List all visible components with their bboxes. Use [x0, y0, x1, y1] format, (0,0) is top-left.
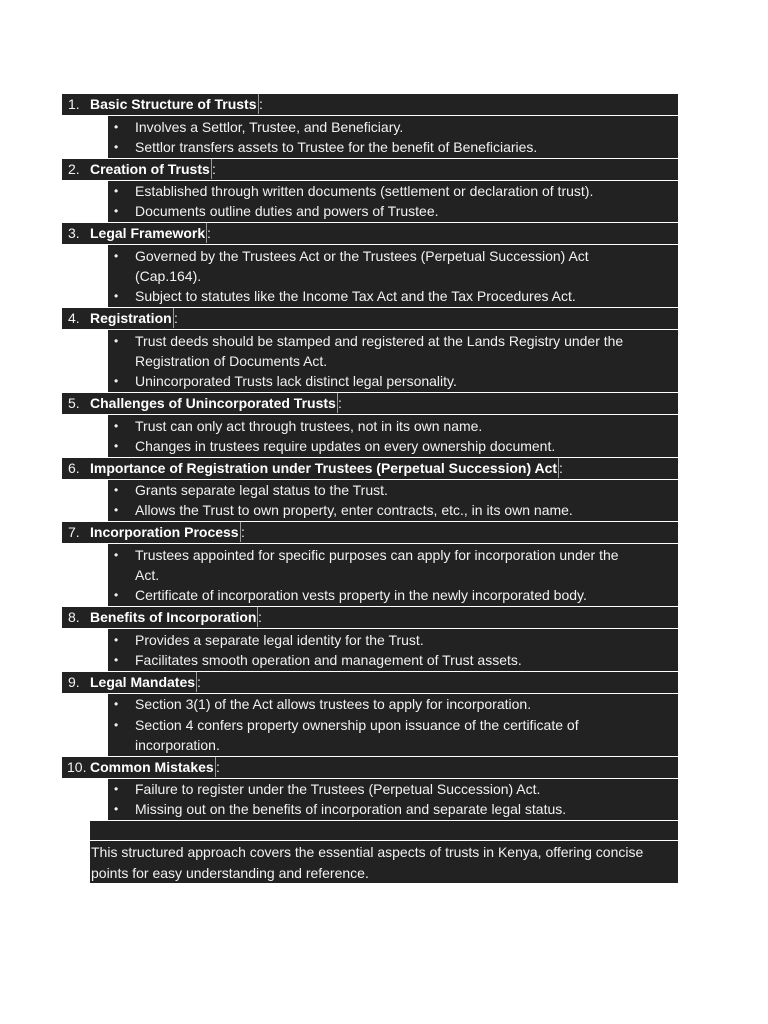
bullet-text: Settlor transfers assets to Trustee for the benefit of Beneficiaries.: [135, 138, 538, 155]
item-number: 8.: [68, 609, 80, 626]
bullet-icon: •: [114, 438, 119, 453]
bullet-icon: •: [114, 802, 119, 817]
item-number: 6.: [68, 459, 80, 476]
bullet-text: Section 3(1) of the Act allows trustees to apply for incorporation.: [135, 696, 532, 713]
bullet-text: Certificate of incorporation vests property in the newly incorporated body.: [135, 587, 587, 604]
item-number: 10.: [67, 758, 87, 775]
bullet-icon: •: [114, 289, 119, 304]
bullet-icon: •: [114, 547, 119, 562]
item-number: 5.: [68, 395, 80, 411]
item-heading: Legal Framework: [90, 225, 206, 242]
bullet-text: Allows the Trust to own property, enter contracts, etc., in its own name.: [135, 502, 573, 519]
bullet-icon: •: [114, 139, 119, 154]
bullet-icon: •: [114, 588, 119, 603]
bullet-text: Section 4 confers property ownership upon issuance of the certificate of: [135, 716, 579, 733]
bullet-icon: •: [114, 632, 119, 647]
bullet-text: Trustees appointed for specific purposes can apply for incorporation under the: [135, 546, 619, 563]
bullet-text: incorporation.: [135, 736, 220, 753]
bullet-text: Involves a Settlor, Trustee, and Beneficiary.: [135, 118, 404, 135]
bullet-text: Registration of Documents Act.: [135, 352, 328, 369]
heading-colon: :: [207, 225, 211, 242]
bullet-icon: •: [114, 184, 119, 199]
bullet-icon: •: [114, 503, 119, 518]
item-heading: Challenges of Unincorporated Trusts: [90, 395, 336, 411]
bullet-icon: •: [114, 248, 119, 263]
bullet-text: Facilitates smooth operation and management of Trust assets.: [135, 651, 522, 668]
bullet-text: Unincorporated Trusts lack distinct legal personality.: [135, 373, 457, 390]
bullet-icon: •: [114, 119, 119, 134]
bullet-icon: •: [114, 782, 119, 797]
bullet-text: Provides a separate legal identity for the Trust.: [135, 631, 424, 648]
item-heading: Importance of Registration under Trustees (Perpetual Succession) Act: [90, 459, 558, 476]
bullet-icon: •: [114, 717, 119, 732]
spacer-row: [90, 821, 678, 840]
heading-colon: :: [258, 609, 262, 626]
item-heading: Common Mistakes: [90, 758, 214, 775]
bullet-text: Missing out on the benefits of incorporation and separate legal status.: [135, 801, 567, 818]
bullet-text: Documents outline duties and powers of Trustee.: [135, 203, 439, 220]
bullet-text: Trust deeds should be stamped and registered at the Lands Registry under the: [135, 332, 624, 349]
bullet-icon: •: [114, 418, 119, 433]
bullet-text: Act.: [135, 567, 160, 583]
item-number: 1.: [68, 96, 80, 112]
bullet-icon: •: [114, 333, 119, 348]
heading-colon: :: [212, 160, 216, 177]
conclusion-text: This structured approach covers the essential aspects of trusts in Kenya, offering concise: [91, 844, 644, 861]
item-number: 3.: [68, 225, 80, 242]
bullet-text: Trust can only act through trustees, not in its own name.: [135, 417, 483, 434]
item-number: 7.: [68, 524, 80, 541]
bullet-text: Grants separate legal status to the Trust.: [135, 482, 388, 499]
bullet-icon: •: [114, 652, 119, 667]
heading-colon: :: [174, 310, 178, 327]
item-heading: Benefits of Incorporation: [90, 609, 257, 626]
item-heading: Basic Structure of Trusts: [90, 96, 257, 112]
item-heading: Creation of Trusts: [90, 160, 210, 177]
item-number: 9.: [68, 673, 80, 690]
bullet-text: Governed by the Trustees Act or the Trustees (Perpetual Succession) Act: [135, 247, 589, 264]
bullet-text: Subject to statutes like the Income Tax Act and the Tax Procedures Act.: [135, 288, 576, 305]
item-number: 4.: [68, 310, 80, 327]
heading-colon: :: [338, 395, 342, 411]
item-number: 2.: [68, 160, 80, 177]
bullet-icon: •: [114, 483, 119, 498]
conclusion-text: points for easy understanding and reference.: [91, 864, 369, 881]
bullet-icon: •: [114, 697, 119, 712]
bullet-icon: •: [114, 374, 119, 389]
item-heading: Incorporation Process: [90, 524, 239, 541]
heading-colon: :: [241, 524, 245, 541]
bullet-icon: •: [114, 204, 119, 219]
bullet-text: (Cap.164).: [135, 268, 202, 284]
bullet-text: Changes in trustees require updates on every ownership document.: [135, 437, 556, 454]
item-heading: Legal Mandates: [90, 673, 196, 690]
item-heading: Registration: [90, 310, 172, 327]
heading-colon: :: [197, 673, 201, 690]
heading-colon: :: [216, 758, 220, 775]
heading-colon: :: [259, 96, 263, 112]
bullet-text: Established through written documents (settlement or declaration of trust).: [135, 183, 594, 200]
heading-colon: :: [559, 459, 563, 476]
bullet-text: Failure to register under the Trustees (Perpetual Succession) Act.: [135, 781, 541, 798]
